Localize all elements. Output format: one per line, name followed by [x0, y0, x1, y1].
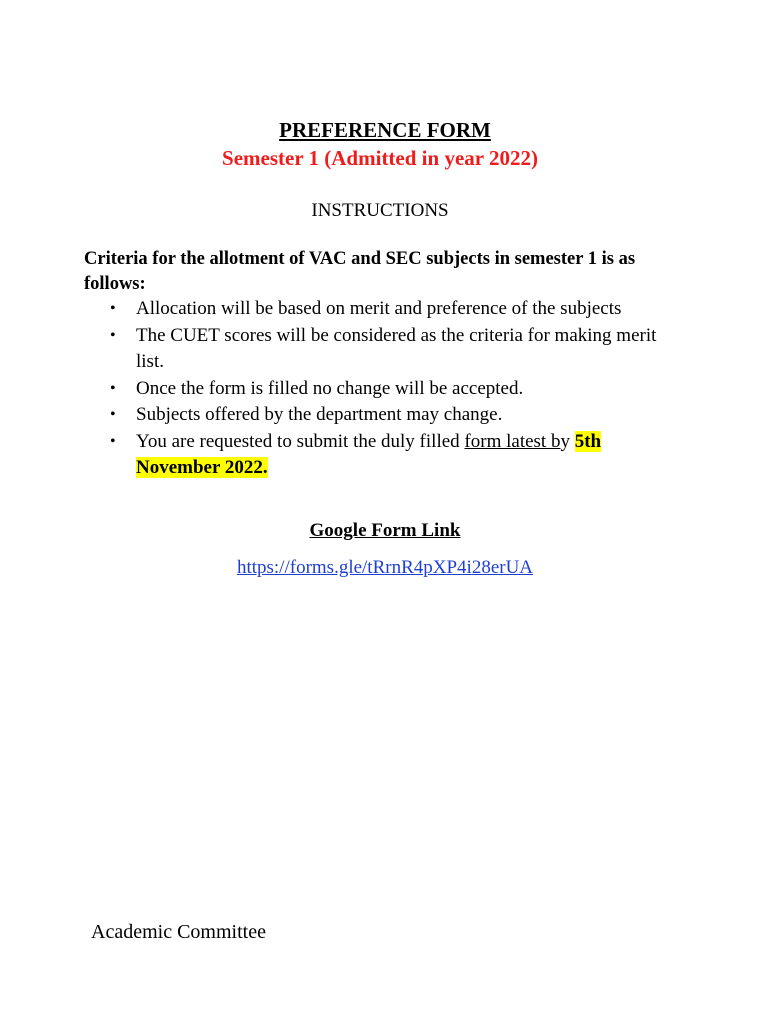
semester-subtitle: Semester 1 (Admitted in year 2022) [222, 146, 538, 170]
bullet-icon: • [110, 300, 116, 317]
list-item-text: Allocation will be based on merit and preference of the subjects [136, 298, 622, 319]
google-form-heading: Google Form Link [309, 520, 461, 541]
list-item-text: Subjects offered by the department may change. [136, 404, 503, 425]
list-item [108, 296, 668, 323]
google-form-link[interactable]: https://forms.gle/tRrnR4pXP4i28erUA [236, 557, 534, 578]
criteria-list [108, 296, 668, 482]
list-item-deadline [108, 429, 668, 482]
page-title: PREFERENCE FORM [279, 118, 491, 142]
list-item-text: Once the form is filled no change will be accepted. [136, 377, 524, 399]
bullet-icon: • [110, 326, 116, 344]
deadline-underlined-text: form latest b [464, 430, 561, 452]
bullet-icon: • [110, 379, 116, 397]
signature-text: Academic Committee [91, 921, 266, 943]
criteria-heading: Criteria for the allotment of VAC and SEC subjects in semester 1 is as follows: [84, 249, 636, 294]
list-item [108, 376, 668, 403]
bullet-icon: • [110, 406, 116, 423]
list-item-text: The CUET scores will be considered as the criteria for making merit list. [136, 324, 657, 372]
deadline-middle-text: y [560, 430, 575, 452]
list-item [108, 402, 668, 429]
bullet-icon: • [110, 432, 116, 450]
deadline-date-highlight: 5th November 2022. [136, 430, 602, 478]
deadline-prefix: You are requested to submit the duly filled [136, 430, 465, 452]
instructions-heading: INSTRUCTIONS [311, 200, 449, 221]
list-item [108, 323, 668, 376]
